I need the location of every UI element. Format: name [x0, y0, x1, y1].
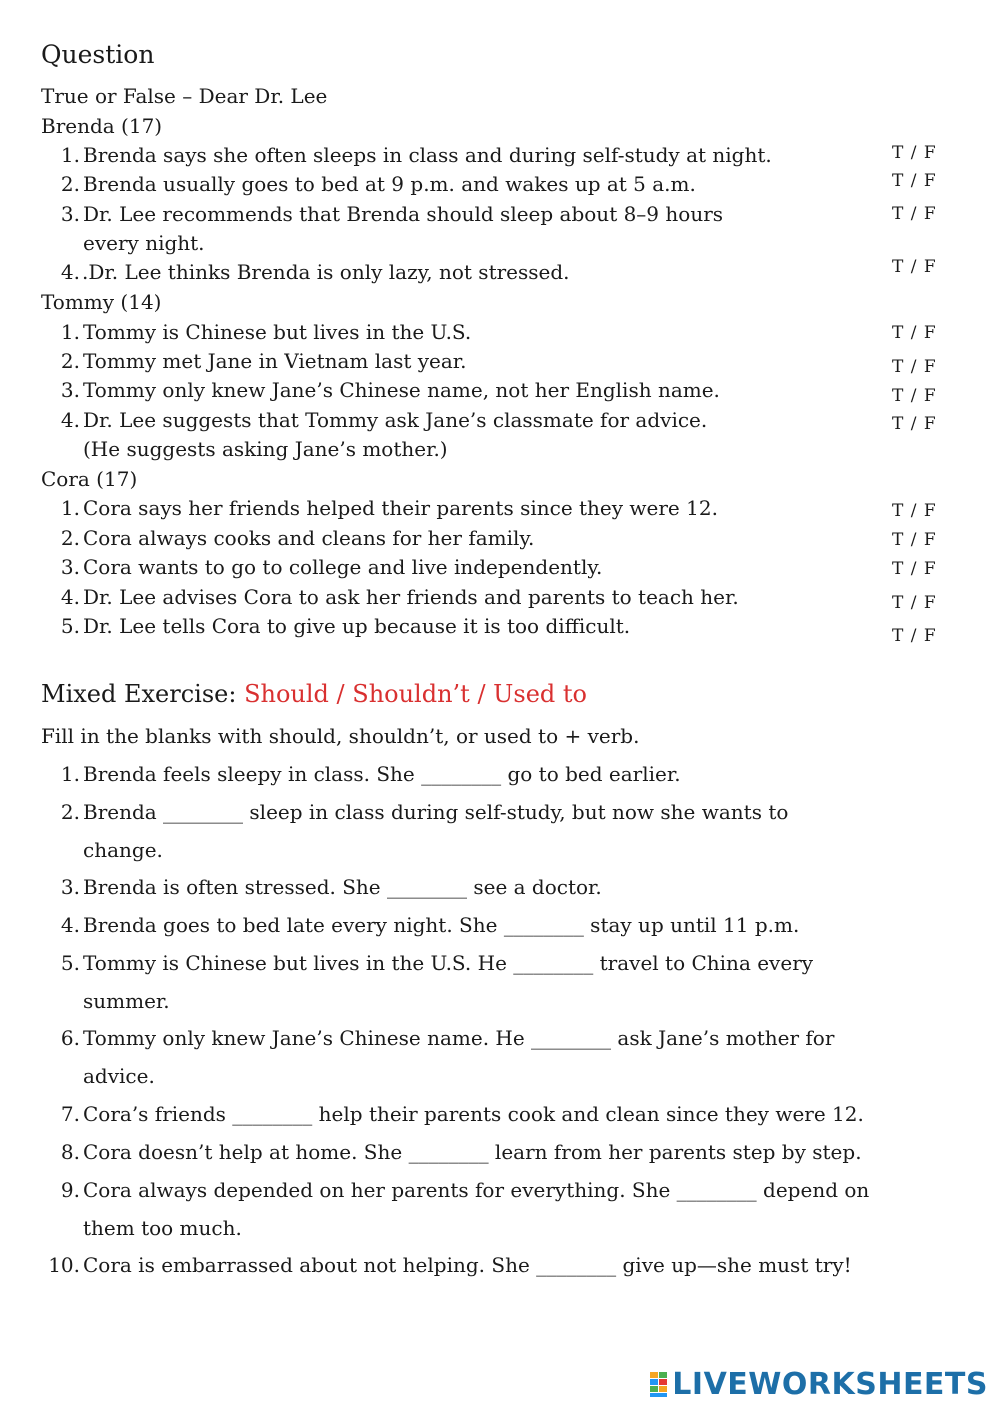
fill-blank-sentence[interactable]: Cora is embarrassed about not helping. She ________ give up—she must try!	[83, 1253, 852, 1277]
tf-choice[interactable]: T / F	[892, 143, 937, 163]
item-number: 1.	[60, 496, 80, 520]
group-heading-brenda: Brenda (17)	[41, 114, 163, 138]
tf-statement: Tommy only knew Jane’s Chinese name, not her English name.	[83, 378, 720, 402]
item-number: 2.	[60, 172, 80, 196]
item-number: 4.	[60, 913, 80, 937]
fill-blank-sentence[interactable]: Brenda is often stressed. She ________ see a doctor.	[83, 875, 602, 899]
tf-statement: Brenda usually goes to bed at 9 p.m. and wakes up at 5 a.m.	[83, 172, 696, 196]
fill-blank-sentence-continued: them too much.	[83, 1216, 242, 1240]
item-number: 5.	[60, 951, 80, 975]
item-number: 1.	[60, 762, 80, 786]
item-number: 3.	[60, 555, 80, 579]
question-heading: Question	[41, 40, 155, 69]
fill-blank-sentence[interactable]: Brenda ________ sleep in class during self-study, but now she wants to	[83, 800, 789, 824]
tf-statement: Cora wants to go to college and live independently.	[83, 555, 603, 579]
tf-choice[interactable]: T / F	[892, 171, 937, 191]
tf-statement: .Dr. Lee thinks Brenda is only lazy, not stressed.	[82, 260, 570, 284]
tf-choice[interactable]: T / F	[892, 626, 937, 646]
tf-choice[interactable]: T / F	[892, 257, 937, 277]
tf-section-title: True or False – Dear Dr. Lee	[41, 84, 328, 108]
fill-blank-sentence[interactable]: Cora doesn’t help at home. She ________ learn from her parents step by step.	[83, 1140, 862, 1164]
item-number: 3.	[60, 202, 80, 226]
item-number: 2.	[60, 800, 80, 824]
tf-statement: Dr. Lee recommends that Brenda should sleep about 8–9 hours	[83, 202, 724, 226]
item-number: 2.	[60, 349, 80, 373]
tf-choice[interactable]: T / F	[892, 501, 937, 521]
item-number: 5.	[60, 614, 80, 638]
group-heading-tommy: Tommy (14)	[41, 290, 162, 314]
item-number: 4.	[60, 585, 80, 609]
fill-blank-sentence[interactable]: Cora always depended on her parents for everything. She ________ depend on	[83, 1178, 870, 1202]
tf-statement-continued: every night.	[83, 231, 205, 255]
item-number: 9.	[60, 1178, 80, 1202]
tf-choice[interactable]: T / F	[892, 204, 937, 224]
fill-blank-sentence[interactable]: Brenda feels sleepy in class. She ________ go to bed earlier.	[83, 762, 681, 786]
tf-choice[interactable]: T / F	[892, 386, 937, 406]
liveworksheets-logo	[650, 1367, 988, 1402]
tf-statement: Brenda says she often sleeps in class and during self-study at night.	[83, 143, 772, 167]
liveworksheets-logo-text: LIVEWORKSHEETS	[672, 1367, 988, 1402]
tf-statement: Tommy is Chinese but lives in the U.S.	[83, 320, 472, 344]
fill-blank-sentence[interactable]: Tommy is Chinese but lives in the U.S. He ________ travel to China every	[83, 951, 814, 975]
liveworksheets-logo-icon	[650, 1372, 668, 1398]
item-number: 10.	[48, 1253, 80, 1277]
tf-choice[interactable]: T / F	[892, 559, 937, 579]
mixed-title-highlight: Should / Shouldn’t / Used to	[244, 680, 587, 708]
tf-statement: Dr. Lee advises Cora to ask her friends and parents to teach her.	[83, 585, 739, 609]
item-number: 4.	[60, 408, 80, 432]
fill-blank-sentence-continued: summer.	[83, 989, 170, 1013]
item-number: 7.	[60, 1102, 80, 1126]
item-number: 8.	[60, 1140, 80, 1164]
tf-statement: Tommy met Jane in Vietnam last year.	[83, 349, 467, 373]
tf-choice[interactable]: T / F	[892, 530, 937, 550]
tf-statement: Dr. Lee suggests that Tommy ask Jane’s classmate for advice.	[83, 408, 708, 432]
mixed-exercise-title	[41, 680, 587, 708]
tf-statement: Cora always cooks and cleans for her family.	[83, 526, 535, 550]
group-heading-cora: Cora (17)	[41, 467, 138, 491]
item-number: 1.	[60, 320, 80, 344]
tf-choice[interactable]: T / F	[892, 593, 937, 613]
tf-choice[interactable]: T / F	[892, 414, 937, 434]
item-number: 4.	[60, 260, 80, 284]
fill-blank-sentence-continued: change.	[83, 838, 163, 862]
tf-statement: Dr. Lee tells Cora to give up because it is too difficult.	[83, 614, 631, 638]
item-number: 3.	[60, 378, 80, 402]
fill-blank-sentence-continued: advice.	[83, 1064, 155, 1088]
fill-blank-sentence[interactable]: Cora’s friends ________ help their parents cook and clean since they were 12.	[83, 1102, 864, 1126]
item-number: 6.	[60, 1026, 80, 1050]
mixed-instruction: Fill in the blanks with should, shouldn’t, or used to + verb.	[41, 724, 640, 748]
mixed-title-prefix: Mixed Exercise:	[41, 680, 245, 708]
tf-statement-continued: (He suggests asking Jane’s mother.)	[83, 437, 448, 461]
tf-choice[interactable]: T / F	[892, 323, 937, 343]
item-number: 3.	[60, 875, 80, 899]
fill-blank-sentence[interactable]: Brenda goes to bed late every night. She ________ stay up until 11 p.m.	[83, 913, 800, 937]
item-number: 1.	[60, 143, 80, 167]
fill-blank-sentence[interactable]: Tommy only knew Jane’s Chinese name. He ________ ask Jane’s mother for	[83, 1026, 835, 1050]
item-number: 2.	[60, 526, 80, 550]
tf-statement: Cora says her friends helped their parents since they were 12.	[83, 496, 718, 520]
tf-choice[interactable]: T / F	[892, 357, 937, 377]
